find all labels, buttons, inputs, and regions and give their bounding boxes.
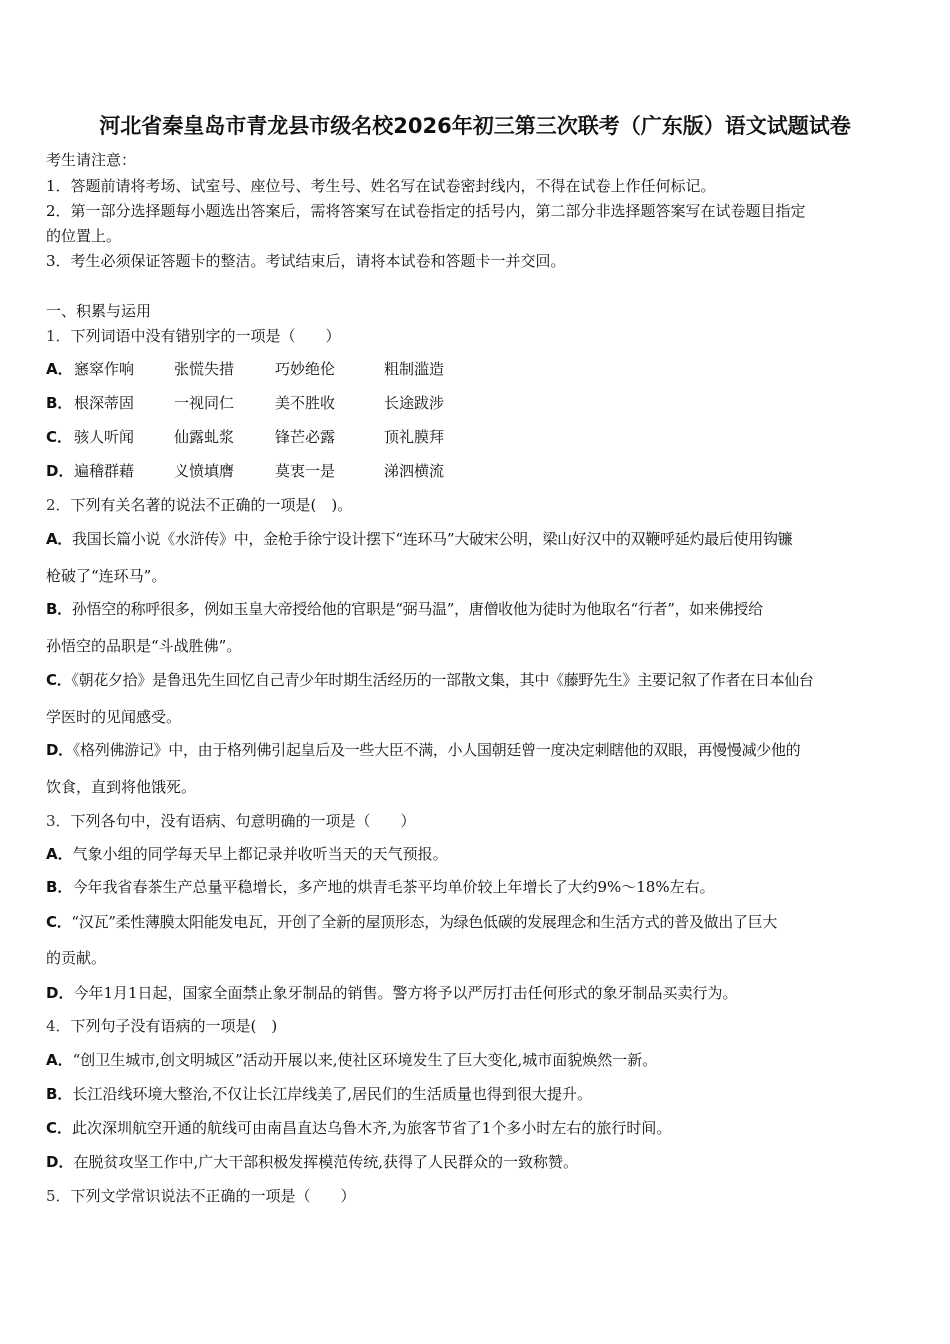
option-label: D． [46, 741, 73, 759]
option-label: B． [46, 394, 73, 412]
option-word: 粗制滥造 [384, 360, 445, 378]
q4-option-c [46, 1116, 910, 1141]
question-stem: 下列句子没有语病的一项是( ) [70, 1017, 278, 1035]
notice-heading: 考生请注意： [46, 151, 137, 169]
option-label: D． [46, 1153, 74, 1171]
q1-option-d [46, 459, 906, 484]
question-5 [46, 1184, 910, 1209]
option-label: C． [46, 428, 73, 446]
notice-item: 2．第一部分选择题每小题选出答案后，需将答案写在试卷指定的括号内，第二部分非选择题答案写在试卷题目指定 [46, 202, 806, 220]
option-label: A． [46, 530, 73, 548]
option-text: 《格列佛游记》中，由于格列佛引起皇后及一些大臣不满，小人国朝廷曾一度决定刺瞎他的双眼，再慢慢减少他的 [72, 741, 801, 759]
notice-item: 的位置上。 [46, 227, 122, 245]
option-word: 根深蒂固 [74, 394, 135, 412]
question-number: 3． [46, 812, 71, 830]
option-text-cont: 的贡献。 [46, 949, 107, 967]
option-label: B． [46, 600, 72, 618]
option-text: 《朝花夕拾》是鲁迅先生回忆自己青少年时期生活经历的一部散文集，其中《藤野先生》主要记叙了作者在日本仙台 [71, 671, 814, 689]
q3-option-d [46, 981, 910, 1006]
option-word: 长途跋涉 [384, 394, 445, 412]
option-text: 气象小组的同学每天早上都记录并收听当天的天气预报。 [72, 845, 448, 863]
option-text-cont: 枪破了“连环马”。 [46, 567, 167, 585]
option-text: 今年1月1日起，国家全面禁止象牙制品的销售。警方将予以严厉打击任何形式的象牙制品买卖行为。 [73, 984, 738, 1002]
option-text: 我国长篇小说《水浒传》中，金枪手徐宁设计摆下“连环马”大破宋公明，梁山好汉中的双鞭呼延灼最后使用钩镰 [72, 530, 793, 548]
question-stem: 下列词语中没有错别字的一项是（ ） [70, 327, 341, 345]
option-word: 一视同仁 [174, 394, 235, 412]
option-word: 涕泗横流 [384, 462, 445, 480]
q3-option-b [46, 875, 910, 900]
q2-option-d [46, 738, 910, 763]
q2-option-b [46, 597, 910, 622]
question-3 [46, 809, 910, 834]
option-word: 义愤填膺 [174, 462, 235, 480]
option-word: 锋芒必露 [275, 428, 336, 446]
option-text-cont: 学医时的见闻感受。 [46, 708, 182, 726]
q2-option-c [46, 668, 910, 693]
question-number: 2． [46, 496, 71, 514]
option-text: 孙悟空的称呼很多，例如玉皇大帝授给他的官职是“弼马温”，唐僧收他为徒时为他取名“行者”，如来佛授给 [71, 600, 763, 618]
option-text: “创卫生城市,创文明城区”活动开展以来,使社区环境发生了巨大变化,城市面貌焕然一新。 [72, 1051, 658, 1069]
option-text: 长江沿线环境大整治,不仅让长江岸线美了,居民们的生活质量也得到很大提升。 [72, 1085, 592, 1103]
option-label: C． [46, 913, 72, 931]
q3-option-c [46, 910, 910, 935]
option-word: 仙露虬浆 [174, 428, 235, 446]
option-text: 在脱贫攻坚工作中,广大干部积极发挥模范传统,获得了人民群众的一致称赞。 [73, 1153, 578, 1171]
question-stem: 下列有关名著的说法不正确的一项是( )。 [70, 496, 353, 514]
option-label: A． [46, 845, 73, 863]
question-stem: 下列各句中，没有语病、句意明确的一项是（ ） [70, 812, 416, 830]
option-label: C． [46, 1119, 73, 1137]
question-number: 5． [46, 1187, 71, 1205]
q3-option-a [46, 842, 910, 867]
option-text: 此次深圳航空开通的航线可由南昌直达乌鲁木齐,为旅客节省了1个多小时左右的旅行时间。 [72, 1119, 672, 1137]
option-label: C． [46, 671, 72, 689]
question-2 [46, 493, 910, 518]
q4-option-b [46, 1082, 910, 1107]
q1-option-c [46, 425, 906, 450]
notice-item: 1．答题前请将考场、试室号、座位号、考生号、姓名写在试卷密封线内，不得在试卷上作任何标记。 [46, 177, 716, 195]
option-word: 美不胜收 [275, 394, 336, 412]
option-word: 张慌失措 [174, 360, 235, 378]
option-word: 巧妙绝伦 [275, 360, 336, 378]
q1-option-a [46, 357, 906, 382]
option-text: “汉瓦”柔性薄膜太阳能发电瓦，开创了全新的屋顶形态，为绿色低碳的发展理念和生活方式的普及做出了巨大 [71, 913, 778, 931]
q4-option-d [46, 1150, 910, 1175]
option-label: A． [46, 360, 73, 378]
option-label: D． [46, 984, 74, 1002]
q4-option-a [46, 1048, 910, 1073]
notice-item: 3．考生必须保证答题卡的整洁。考试结束后，请将本试卷和答题卡一并交回。 [46, 252, 566, 270]
option-word: 顶礼膜拜 [384, 428, 445, 446]
option-text-cont: 饮食，直到将他饿死。 [46, 778, 197, 796]
question-4 [46, 1014, 910, 1039]
option-label: B． [46, 1085, 73, 1103]
option-text-cont: 孙悟空的品职是“斗战胜佛”。 [46, 637, 242, 655]
option-label: D． [46, 462, 74, 480]
option-text: 今年我省春茶生产总量平稳增长，多产地的烘青毛茶平均单价较上年增长了大约9%～18%左右。 [72, 878, 715, 896]
question-number: 1． [46, 327, 71, 345]
question-stem: 下列文学常识说法不正确的一项是（ ） [70, 1187, 356, 1205]
option-label: A． [46, 1051, 73, 1069]
section-heading: 一、积累与运用 [46, 302, 152, 320]
question-number: 4． [46, 1017, 71, 1035]
option-word: 窸窣作响 [74, 360, 135, 378]
option-word: 骇人听闻 [74, 428, 135, 446]
page-title: 河北省秦皇岛市青龙县市级名校2026年初三第三次联考（广东版）语文试题试卷 [99, 114, 851, 138]
q2-option-a [46, 527, 910, 552]
option-label: B． [46, 878, 73, 896]
question-1 [46, 324, 910, 349]
option-word: 遍稽群藉 [74, 462, 135, 480]
option-word: 莫衷一是 [275, 462, 336, 480]
q1-option-b [46, 391, 906, 416]
